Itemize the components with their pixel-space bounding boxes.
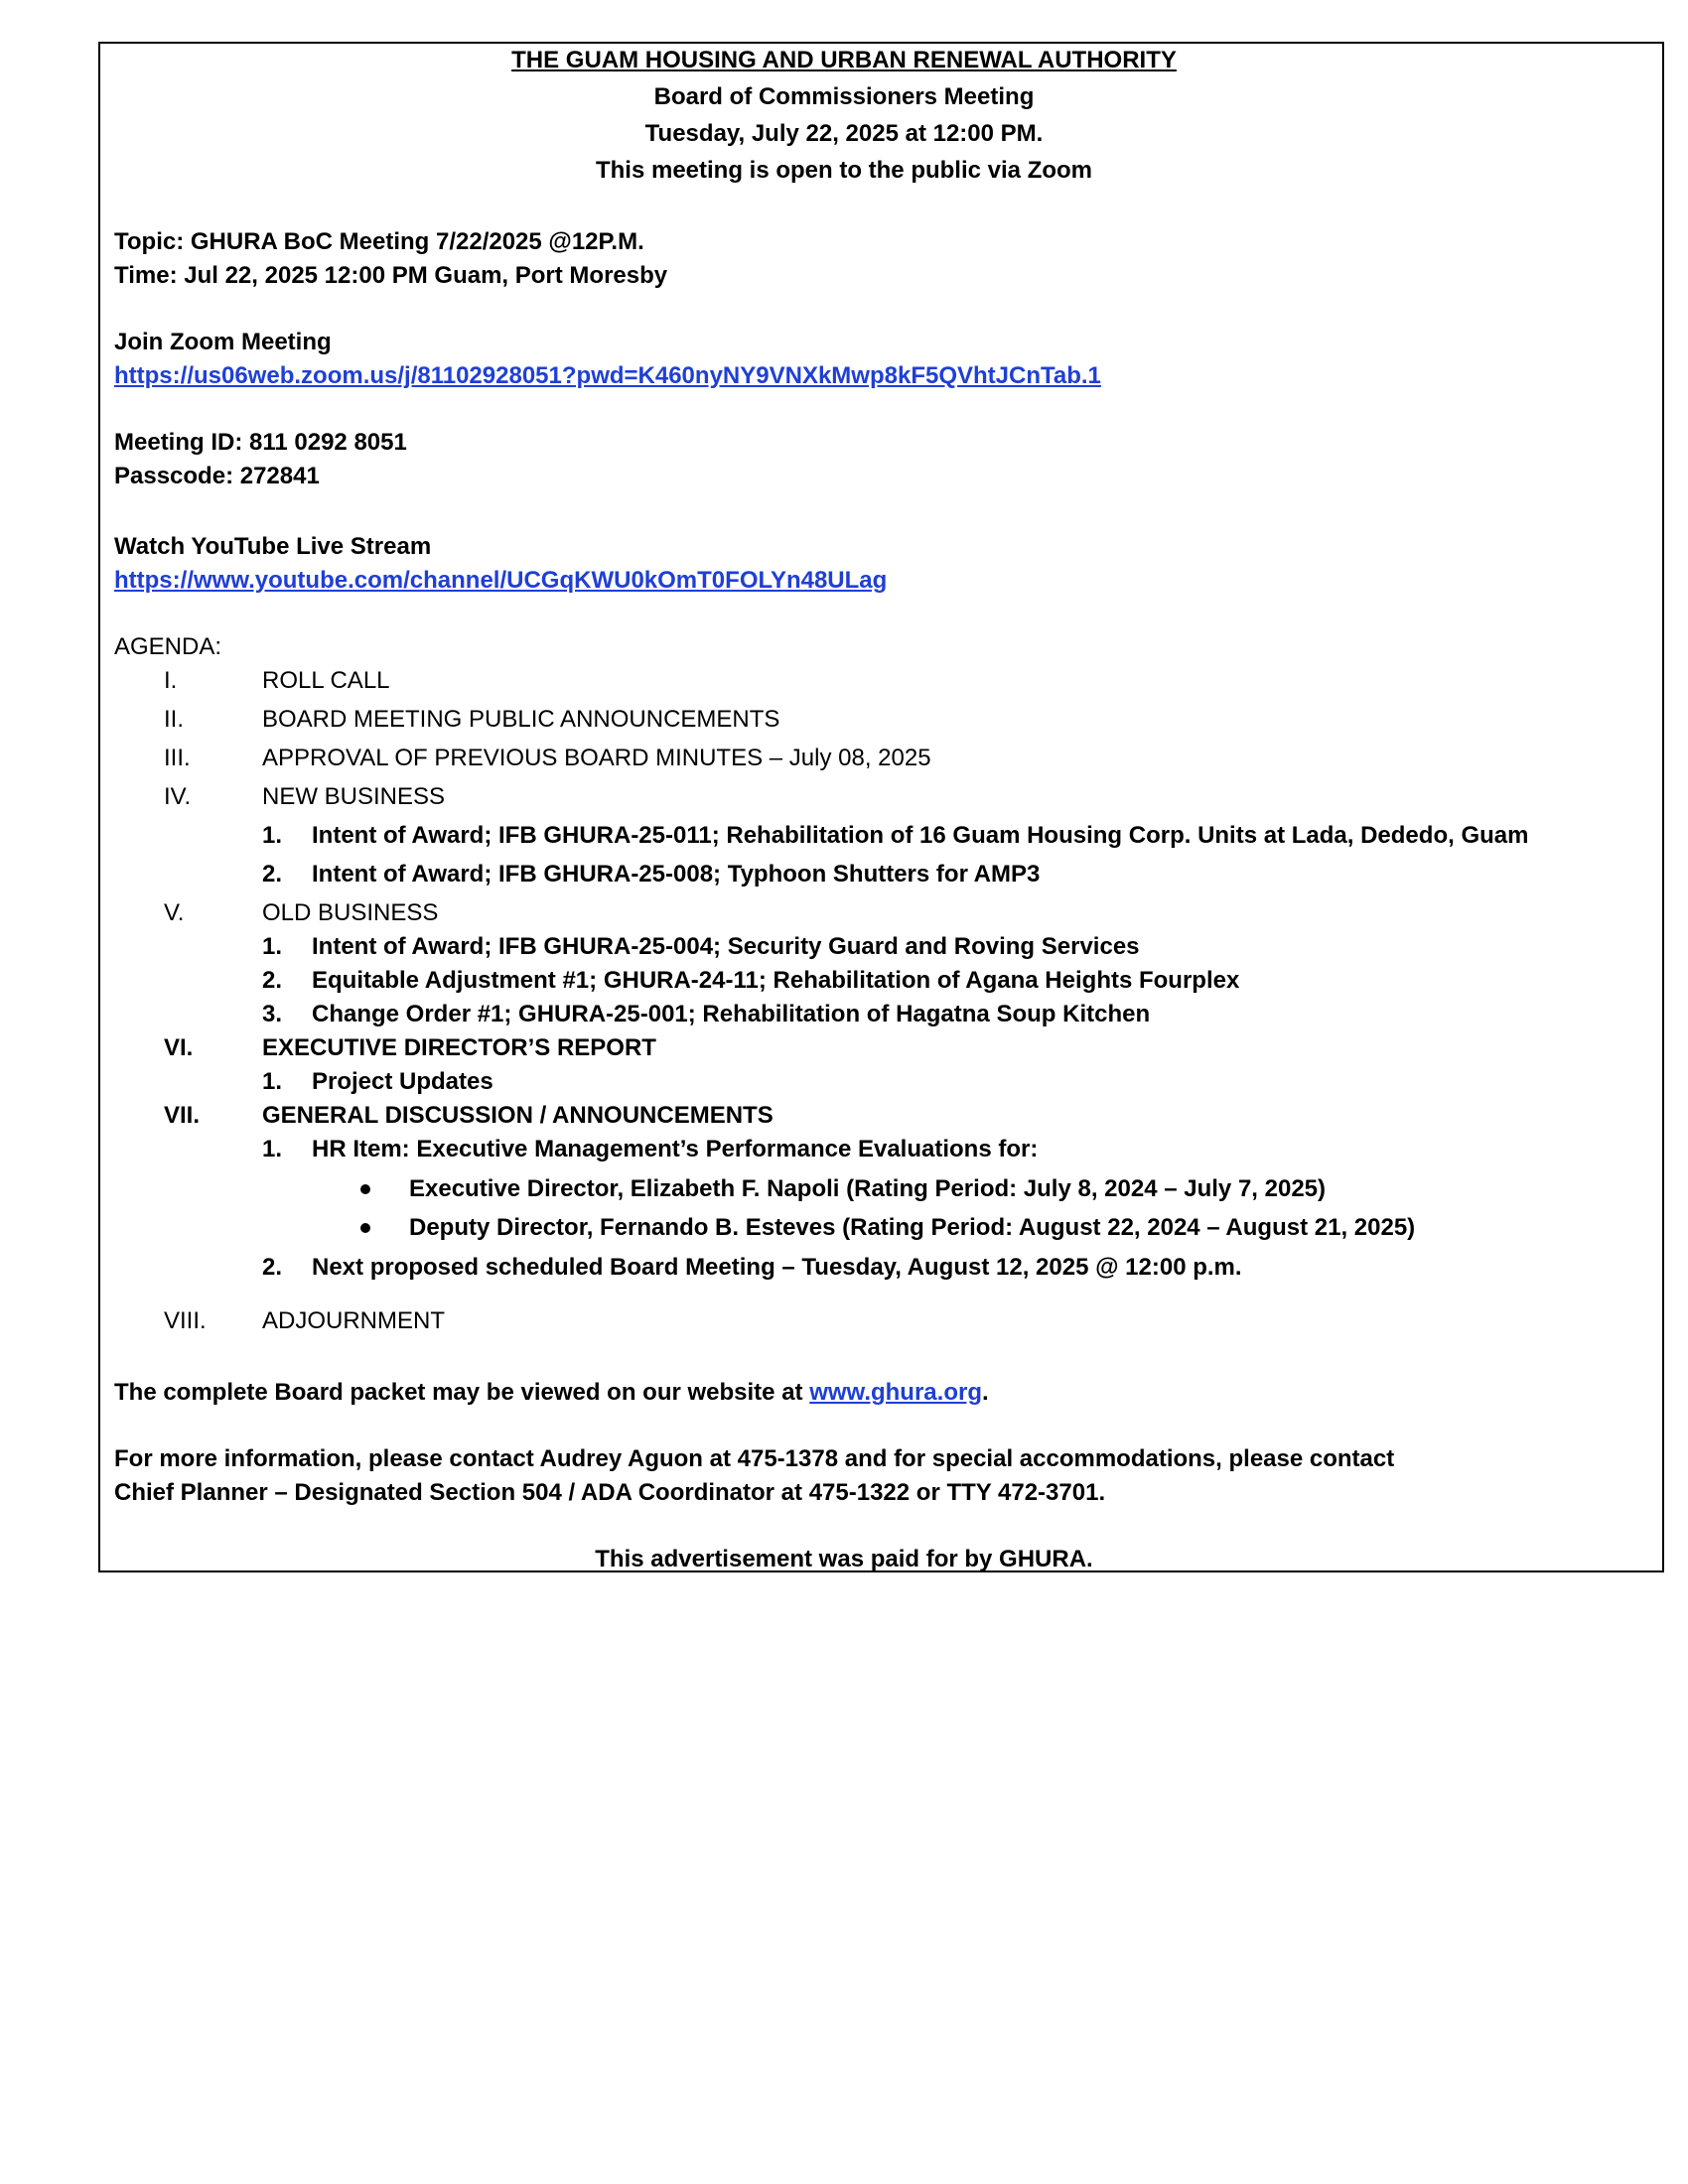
bullet-item: Executive Director, Elizabeth F. Napoli (Rating Period: July 8, 2024 – July 7, 2025) [409,1175,1327,1202]
agenda-title-announcements: BOARD MEETING PUBLIC ANNOUNCEMENTS [262,706,780,733]
agenda-num: I. [164,667,178,694]
board-packet-note [114,1378,989,1408]
meeting-datetime: Tuesday, July 22, 2025 at 12:00 PM. [644,120,1044,147]
youtube-link[interactable]: https://www.youtube.com/channel/UCGqKWU0kOmT0FOLYn48ULag [114,567,888,594]
agenda-title-new-business: NEW BUSINESS [262,783,446,810]
zoom-topic: Topic: GHURA BoC Meeting 7/22/2025 @12P.M. [114,228,644,255]
agenda-title-adjournment: ADJOURNMENT [262,1307,445,1334]
agenda-title-minutes: APPROVAL OF PREVIOUS BOARD MINUTES – July 08, 2025 [262,745,931,771]
agenda-num: V. [164,899,185,926]
zoom-link[interactable]: https://us06web.zoom.us/j/81102928051?pwd=K460nyNY9VNXkMwp8kF5QVhtJCnTab.1 [114,362,1101,389]
sub-item-text: Equitable Adjustment #1; GHURA-24-11; Rehabilitation of Agana Heights Fourplex [312,967,1240,994]
agenda-title-general-discussion: GENERAL DISCUSSION / ANNOUNCEMENTS [262,1102,774,1129]
sub-item-text: Intent of Award; IFB GHURA-25-004; Security Guard and Roving Services [312,933,1140,960]
agenda-heading: AGENDA: [114,633,222,660]
passcode: Passcode: 272841 [114,463,320,489]
sub-item-num: 2. [262,861,283,887]
sub-item-text: Intent of Award; IFB GHURA-25-011; Rehabilitation of 16 Guam Housing Corp. Units at Lada, Dededo, Guam [312,822,1529,849]
website-link[interactable]: www.ghura.org [809,1379,982,1406]
sub-item-num: 2. [262,967,283,994]
sub-item-text: Next proposed scheduled Board Meeting – Tuesday, August 12, 2025 @ 12:00 p.m. [312,1254,1242,1281]
agenda-num: III. [164,745,191,771]
board-packet-suffix: . [981,1379,989,1406]
sub-item-text: Intent of Award; IFB GHURA-25-008; Typhoon Shutters for AMP3 [312,861,1041,887]
board-packet-prefix: The complete Board packet may be viewed on our website at [114,1379,810,1406]
zoom-time: Time: Jul 22, 2025 12:00 PM Guam, Port Moresby [114,262,668,289]
org-title: THE GUAM HOUSING AND URBAN RENEWAL AUTHORITY [511,47,1177,73]
youtube-label: Watch YouTube Live Stream [114,533,432,560]
contact-info-line2: Chief Planner – Designated Section 504 / ADA Coordinator at 475-1322 or TTY 472-3701. [114,1479,1106,1506]
sub-item-text: Change Order #1; GHURA-25-001; Rehabilitation of Hagatna Soup Kitchen [312,1001,1151,1027]
paid-advertisement-note: This advertisement was paid for by GHURA. [595,1546,1093,1572]
meeting-id: Meeting ID: 811 0292 8051 [114,429,407,456]
agenda-num: VII. [164,1102,201,1129]
agenda-title-old-business: OLD BUSINESS [262,899,439,926]
sub-item-num: 1. [262,933,283,960]
bullet-icon [360,1184,370,1194]
agenda-num: IV. [164,783,192,810]
agenda-num: II. [164,706,185,733]
bullet-icon [360,1223,370,1233]
sub-item-num: 3. [262,1001,283,1027]
agenda-num: VIII. [164,1307,207,1334]
sub-item-num: 1. [262,822,283,849]
agenda-num: VI. [164,1034,194,1061]
meeting-title: Board of Commissioners Meeting [653,83,1035,110]
sub-item-text: Project Updates [312,1068,493,1095]
bullet-item: Deputy Director, Fernando B. Esteves (Rating Period: August 22, 2024 – August 21, 2025) [409,1214,1416,1241]
public-note: This meeting is open to the public via Zoom [595,157,1093,184]
contact-info-line1: For more information, please contact Audrey Aguon at 475-1378 and for special accommodations, please contact [114,1445,1395,1472]
agenda-title-roll-call: ROLL CALL [262,667,390,694]
sub-item-num: 2. [262,1254,283,1281]
sub-item-text: HR Item: Executive Management’s Performance Evaluations for: [312,1136,1039,1162]
join-zoom-label: Join Zoom Meeting [114,329,332,355]
sub-item-num: 1. [262,1136,283,1162]
agenda-title-director-report: EXECUTIVE DIRECTOR’S REPORT [262,1034,656,1061]
sub-item-num: 1. [262,1068,283,1095]
